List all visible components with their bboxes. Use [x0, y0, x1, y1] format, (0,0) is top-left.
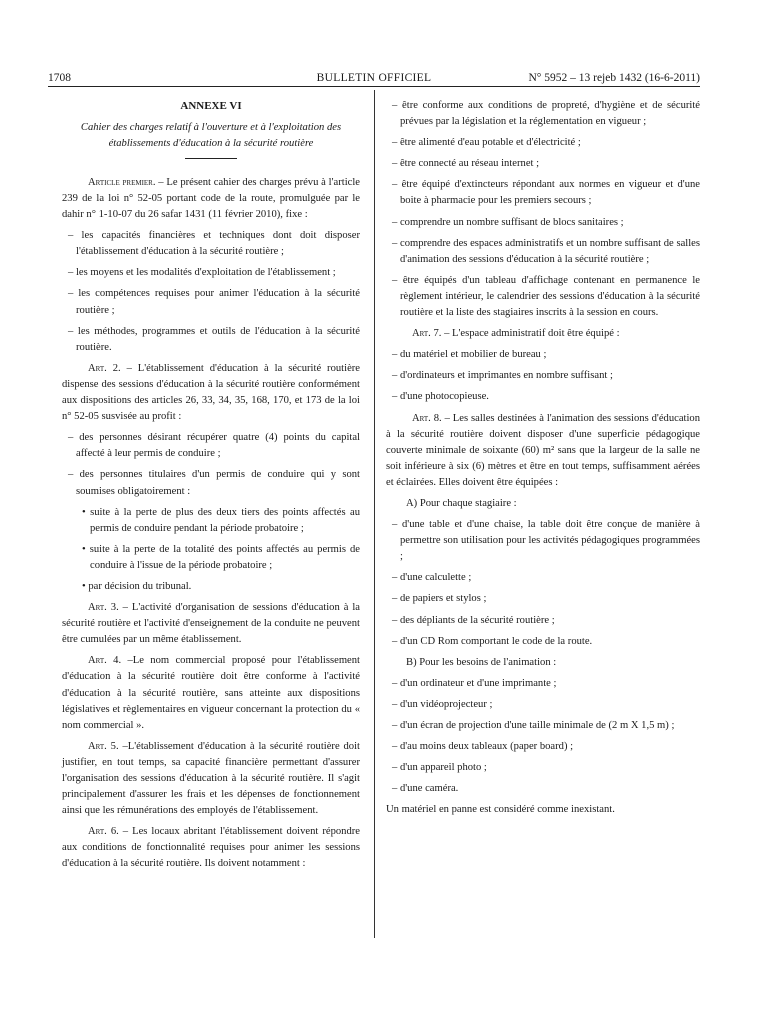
list-item: – d'au moins deux tableaux (paper board) ; [392, 741, 574, 753]
list-item: – d'une table et d'une chaise, la table doit être conçue de manière à permettre son utilisation pour les activités pédagogiques programmées ; [392, 519, 700, 563]
list-item: – être équipé d'extincteurs répondant aux normes en vigueur et d'une boite à pharmacie pour les premiers secours ; [392, 179, 700, 207]
list-item: – être équipés d'un tableau d'affichage contenant en permanence le règlement intérieur, le calendrier des sessions d'éducation à la sécurité routière et la liste des stagiaires inscrits à la session en cours. [392, 274, 700, 319]
article-text: – Les locaux abritant l'établissement doivent répondre aux conditions de fonctionnalité requises pour animer les sessions d'éducation à la sécurité routière. Ils doivent notamment : [62, 826, 360, 870]
list-item: – d'une calculette ; [392, 572, 472, 584]
list-item: – les méthodes, programmes et outils de l'éducation à la sécurité routière. [68, 325, 360, 353]
article-text: – L'activité d'organisation de sessions d'éducation à la sécurité routière et l'activité d'enseignement de la conduite ne peuvent être cumulées par un même établissement. [62, 602, 360, 646]
annex-subtitle: Cahier des charges relatif à l'ouverture et à l'exploitation des établissements d'éducation à la sécurité routière [80, 121, 342, 149]
list-item: – du matériel et mobilier de bureau ; [392, 349, 547, 361]
article-3 [62, 600, 360, 648]
article-label: Art. 7. [412, 328, 442, 340]
title-rule [185, 158, 237, 159]
article-text: – L'espace administratif doit être équipé : [441, 328, 620, 340]
article-5 [62, 739, 360, 819]
column-divider [374, 90, 375, 938]
list-item: – les moyens et les modalités d'exploitation de l'établissement ; [68, 267, 336, 279]
list-item: – comprendre un nombre suffisant de blocs sanitaires ; [392, 216, 624, 228]
left-column [62, 98, 360, 878]
article-text: – Les salles destinées à l'animation des sessions d'éducation à la sécurité routière doivent disposer d'une superficie pédagogique couverte minimale de soixante (60) m² sans que la largeur de la salle ne soit inférieure à six (6) mètres et être en tout temps, suffisamment aérées et éclairées. Elles doivent être équipées : [386, 412, 701, 488]
article-7 [386, 326, 700, 342]
list-item: – d'un écran de projection d'une taille minimale de (2 m X 1,5 m) ; [392, 720, 675, 731]
list-item: – des personnes désirant récupérer quatre (4) points du capital affecté à leur permis de conduire ; [68, 432, 360, 460]
list-item: – d'ordinateurs et imprimantes en nombre suffisant ; [392, 370, 613, 382]
bullet-item: • par décision du tribunal. [82, 580, 192, 592]
list-item: – être alimenté d'eau potable et d'électricité ; [392, 137, 581, 149]
list-item: – d'un CD Rom comportant le code de la route. [392, 635, 593, 647]
article-8 [386, 411, 700, 491]
list-item: – comprendre des espaces administratifs et un nombre suffisant de salles d'animation des sessions d'éducation à la sécurité routière ; [392, 237, 700, 265]
list-item: – d'un vidéoprojecteur ; [392, 698, 493, 710]
list-item: – les capacités financières et techniques dont doit disposer l'établissement d'éducation à la sécurité routière ; [68, 230, 360, 258]
article-text: – L'établissement d'éducation à la sécurité routière dispense des sessions d'éducation à la sécurité routière conformément aux dispositions des articles 26, 33, 34, 35, 168, 170, et 173 de la loi n° 52-05 susvisée au profit : [62, 362, 360, 423]
section-a-heading: A) Pour chaque stagiaire : [406, 497, 517, 509]
article-label: Art. 5. [88, 740, 119, 752]
bullet-item: • suite à la perte de la totalité des points affectés au permis de conduire à l'issue de la période probatoire ; [82, 543, 360, 571]
article-label: Art. 8. [412, 412, 442, 424]
right-column [386, 98, 700, 823]
article-1 [62, 175, 360, 223]
article-2 [62, 361, 360, 425]
article-label: Article premier. [88, 176, 156, 188]
article-text: – Le présent cahier des charges prévu à l'article 239 de la loi n° 52-05 portant code de la route, promulguée par le dahir n° 1-10-07 du 26 safar 1431 (11 février 2010), fixe : [62, 176, 360, 221]
bullet-item: • suite à la perte de plus des deux tiers des points affectés au permis de conduire pendant la période probatoire ; [82, 506, 360, 534]
article-label: Art. 3. [88, 602, 119, 614]
list-item: – de papiers et stylos ; [392, 593, 487, 605]
list-item: – être connecté au réseau internet ; [392, 158, 540, 170]
list-item: – d'un ordinateur et d'une imprimante ; [392, 677, 557, 689]
article-4 [62, 653, 360, 733]
issue-info: N° 5952 – 13 rejeb 1432 (16-6-2011) [528, 72, 700, 84]
closing-note: Un matériel en panne est considéré comme inexistant. [386, 804, 615, 816]
article-label: Art. 4. [88, 655, 122, 667]
page-number: 1708 [48, 72, 71, 84]
article-label: Art. 2. [88, 362, 121, 374]
list-item: – les compétences requises pour animer l'éducation à la sécurité routière ; [68, 288, 360, 316]
article-label: Art. 6. [88, 826, 119, 838]
section-b-heading: B) Pour les besoins de l'animation : [406, 656, 557, 668]
journal-title: BULLETIN OFFICIEL [316, 72, 432, 84]
article-6 [62, 824, 360, 872]
annex-title: ANNEXE VI [180, 100, 242, 112]
list-item: – des dépliants de la sécurité routière ; [392, 614, 555, 626]
list-item: – d'un appareil photo ; [392, 762, 487, 774]
list-item: – des personnes titulaires d'un permis de conduire qui y sont soumises obligatoirement : [68, 469, 360, 497]
list-item: – d'une photocopieuse. [392, 391, 489, 403]
list-item: – être conforme aux conditions de propreté, d'hygiène et de sécurité prévues par la législation et la réglementation en vigueur ; [392, 100, 700, 128]
article-text: –L'établissement d'éducation à la sécurité routière doit justifier, en tout temps, sa capacité financière permettant d'assurer l'organisation des sessions d'éducation à la sécurité routière. Il s'agit principalement d'assurer les frais et les dépenses de fonctionnement ainsi que les rémunérations des employés de l'établissement. [62, 740, 360, 817]
article-text: –Le nom commercial proposé pour l'établissement d'éducation à la sécurité routière doit être conforme à l'activité d'éducation à la sécurité routière, sans atteinte aux dispositions législatives et règlementaires en vigueur concernant la protection du « nom commercial ». [62, 655, 360, 731]
header-rule [48, 86, 700, 87]
list-item: – d'une caméra. [392, 783, 459, 795]
